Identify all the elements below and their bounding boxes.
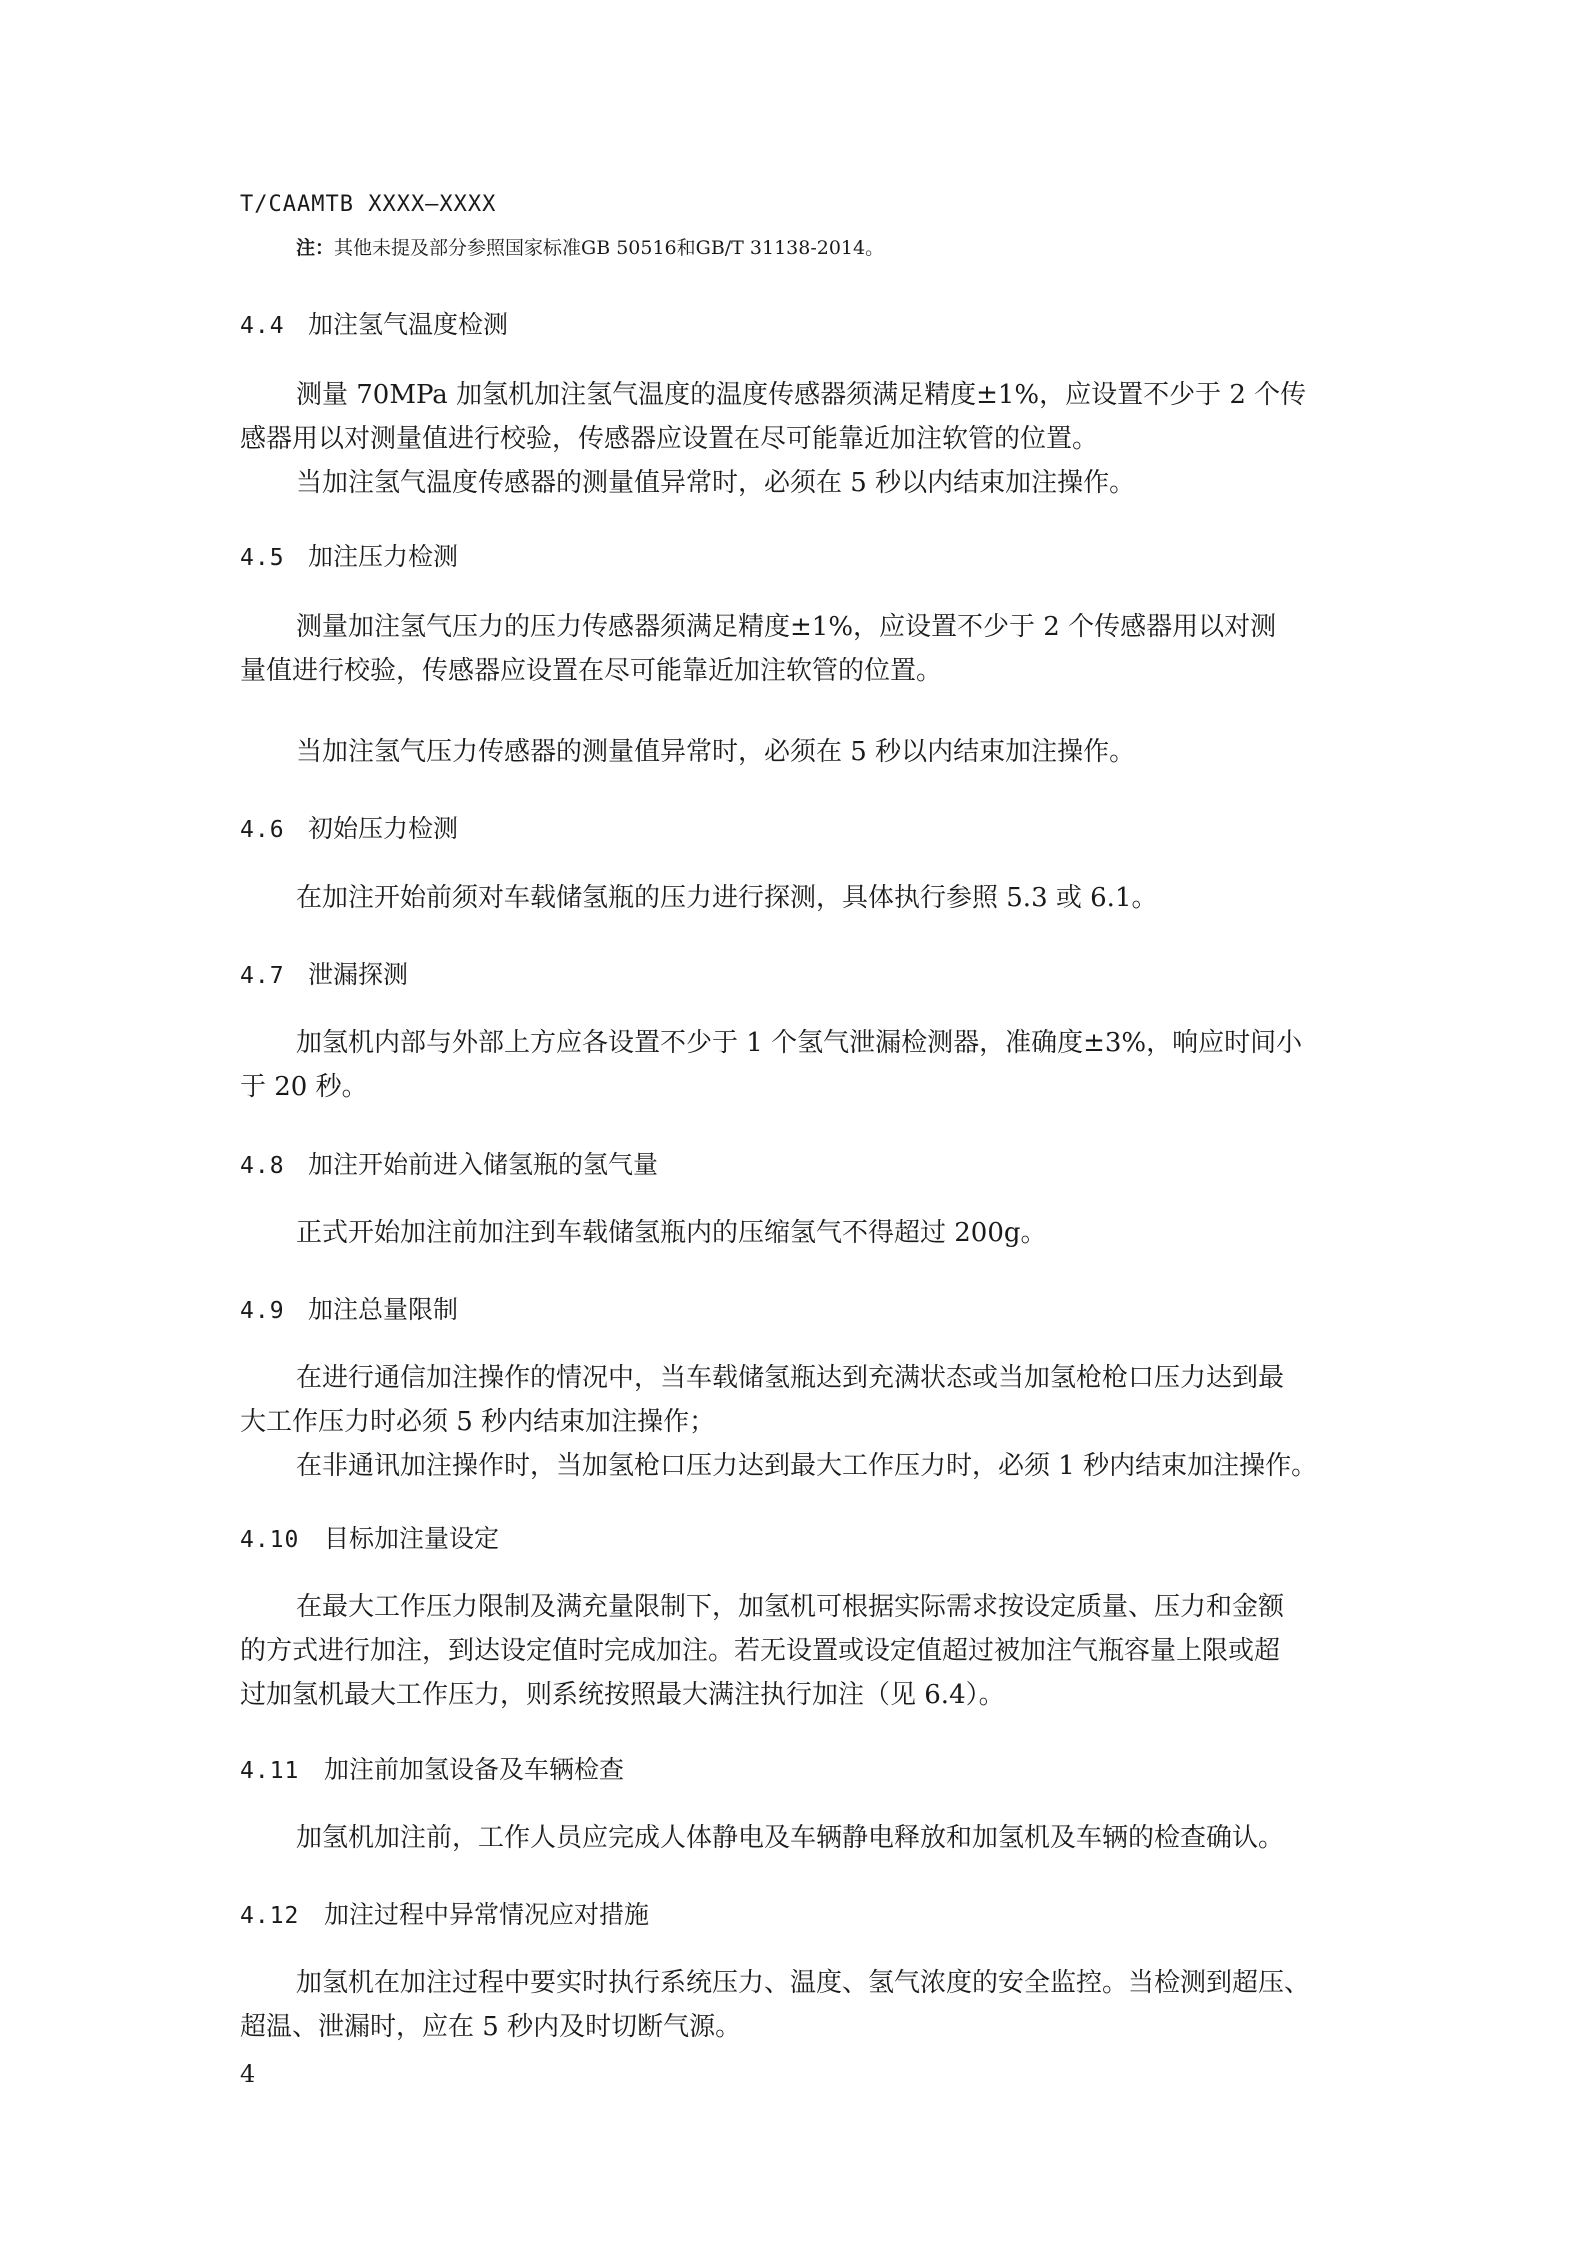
section-body-4-5 [240, 605, 1355, 693]
section-heading-4-12 [240, 1895, 649, 1931]
section-number: 4.11 [240, 1758, 300, 1784]
paragraph-line: 超温、泄漏时，应在 5 秒内及时切断气源。 [240, 2012, 742, 2042]
section-body-4-10 [240, 1585, 1355, 1717]
section-body-4-6 [240, 876, 1355, 920]
section-number: 4.4 [240, 313, 285, 339]
paragraph-line: 加氢机在加注过程中要实时执行系统压力、温度、氢气浓度的安全监控。当检测到超压、 [296, 1968, 1311, 1998]
section-number: 4.7 [240, 963, 285, 989]
document-code: T/CAAMTB XXXX—XXXX [240, 192, 497, 217]
section-body-4-4 [240, 373, 1355, 505]
section-title: 加注氢气温度检测 [308, 310, 509, 339]
note-text: 其他未提及部分参照国家标准GB 50516和GB/T 31138-2014。 [334, 237, 885, 259]
section-number: 4.9 [240, 1298, 285, 1324]
section-heading-4-6 [240, 809, 458, 845]
paragraph-line: 当加注氢气压力传感器的测量值异常时，必须在 5 秒以内结束加注操作。 [296, 737, 1136, 767]
section-heading-4-4 [240, 305, 508, 341]
section-heading-4-11 [240, 1750, 624, 1786]
paragraph-line: 的方式进行加注，到达设定值时完成加注。若无设置或设定值超过被加注气瓶容量上限或超 [240, 1636, 1281, 1666]
section-number: 4.6 [240, 817, 285, 843]
section-title: 加注前加氢设备及车辆检查 [324, 1755, 625, 1784]
paragraph-line: 感器用以对测量值进行校验，传感器应设置在尽可能靠近加注软管的位置。 [240, 424, 1099, 454]
paragraph-line: 在加注开始前须对车载储氢瓶的压力进行探测，具体执行参照 5.3 或 6.1。 [296, 883, 1158, 913]
section-number: 4.8 [240, 1153, 285, 1179]
page-number: 4 [240, 2060, 256, 2088]
section-body-4-12 [240, 1961, 1355, 2049]
paragraph-line: 测量加注氢气压力的压力传感器须满足精度±1%，应设置不少于 2 个传感器用以对测 [296, 612, 1277, 642]
section-title: 加注过程中异常情况应对措施 [324, 1900, 650, 1929]
paragraph-line: 正式开始加注前加注到车载储氢瓶内的压缩氢气不得超过 200g。 [296, 1218, 1047, 1248]
section-heading-4-9 [240, 1290, 458, 1326]
paragraph-line: 大工作压力时必须 5 秒内结束加注操作； [240, 1407, 716, 1437]
section-title: 初始压力检测 [308, 814, 459, 843]
section-body-4-8 [240, 1211, 1355, 1255]
section-body-4-7 [240, 1021, 1355, 1109]
section-number: 4.5 [240, 545, 285, 571]
section-number: 4.10 [240, 1527, 300, 1553]
section-body-4-9 [240, 1356, 1355, 1488]
paragraph-line: 在进行通信加注操作的情况中，当车载储氢瓶达到充满状态或当加氢枪枪口压力达到最 [296, 1363, 1285, 1393]
paragraph-line: 过加氢机最大工作压力，则系统按照最大满注执行加注（见 6.4）。 [240, 1680, 1005, 1710]
section-title: 泄漏探测 [308, 960, 409, 989]
paragraph-line: 加氢机内部与外部上方应各设置不少于 1 个氢气泄漏检测器，准确度±3%，响应时间小 [296, 1028, 1303, 1058]
section-title: 加注总量限制 [308, 1295, 459, 1324]
section-heading-4-5 [240, 537, 458, 573]
paragraph-line: 量值进行校验，传感器应设置在尽可能靠近加注软管的位置。 [240, 656, 943, 686]
section-heading-4-7 [240, 955, 408, 991]
paragraph-line: 于 20 秒。 [240, 1072, 368, 1102]
section-body-4-5-extra [240, 730, 1355, 774]
section-title: 加注开始前进入储氢瓶的氢气量 [308, 1150, 659, 1179]
section-heading-4-8 [240, 1145, 658, 1181]
paragraph-line: 当加注氢气温度传感器的测量值异常时，必须在 5 秒以内结束加注操作。 [296, 468, 1136, 498]
paragraph-line: 在最大工作压力限制及满充量限制下，加氢机可根据实际需求按设定质量、压力和金额 [296, 1592, 1285, 1622]
section-title: 加注压力检测 [308, 542, 459, 571]
paragraph-line: 在非通讯加注操作时，当加氢枪口压力达到最大工作压力时，必须 1 秒内结束加注操作。 [296, 1451, 1318, 1481]
section-body-4-11 [240, 1816, 1355, 1860]
note [296, 233, 884, 260]
note-label: 注： [296, 237, 335, 259]
section-title: 目标加注量设定 [324, 1524, 500, 1553]
paragraph-line: 测量 70MPa 加氢机加注氢气温度的温度传感器须满足精度±1%，应设置不少于 2 个传 [296, 380, 1307, 410]
paragraph-line: 加氢机加注前，工作人员应完成人体静电及车辆静电释放和加氢机及车辆的检查确认。 [296, 1823, 1285, 1853]
section-heading-4-10 [240, 1519, 499, 1555]
section-number: 4.12 [240, 1903, 300, 1929]
